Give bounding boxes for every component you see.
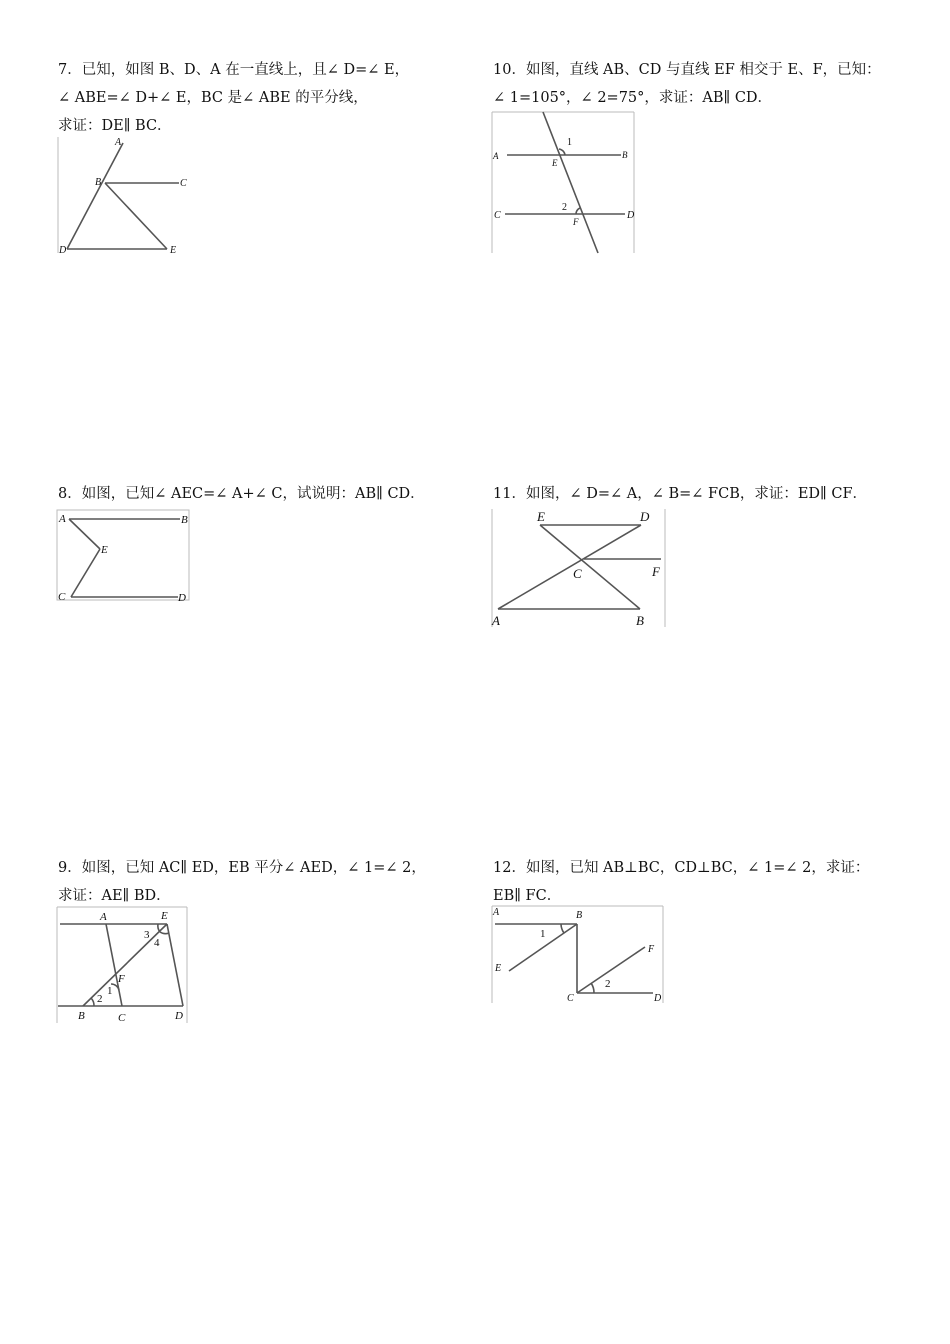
problem-12-line-1: 12．如图，已知 AB⊥BC，CD⊥BC，∠ 1=∠ 2，求证： [493, 860, 870, 876]
problem-10 [493, 56, 881, 112]
label-a: A [100, 911, 107, 923]
problem-11-line-1: 11．如图，∠ D=∠ A，∠ B=∠ FCB，求证：ED∥ CF． [493, 486, 868, 502]
problem-12-line-2: EB∥ FC． [493, 888, 562, 904]
label-f: F [648, 944, 655, 955]
angle-2-arc [91, 998, 94, 1006]
problem-7 [58, 56, 409, 140]
line-ed [167, 924, 183, 1006]
angle-1-label: 1 [540, 928, 546, 940]
problem-7-line-3: 求证：DE∥ BC． [58, 118, 172, 134]
problem-7-line-2: ∠ ABE=∠ D+∠ E，BC 是∠ ABE 的平分线， [58, 90, 368, 106]
problem-7-figure [57, 136, 189, 254]
label-e: E [552, 158, 558, 168]
problem-9-figure [56, 906, 190, 1024]
label-a: A [492, 613, 500, 628]
label-e: E [537, 509, 545, 524]
line-da [67, 143, 123, 249]
angle-2-label: 2 [562, 202, 567, 213]
label-b: B [78, 1010, 85, 1022]
label-f: F [573, 217, 579, 227]
label-b: B [576, 910, 583, 921]
problem-8 [58, 480, 425, 508]
label-d: D [178, 592, 186, 602]
line-ae [69, 519, 100, 549]
line-eb [540, 525, 640, 609]
problem-9 [58, 854, 426, 910]
label-c: C [494, 210, 501, 221]
label-b: B [636, 613, 644, 628]
problem-8-line-1: 8．如图，已知∠ AEC=∠ A+∠ C，试说明：AB∥ CD． [58, 486, 425, 502]
angle-4-label: 4 [154, 937, 160, 949]
problem-9-line-2: 求证：AE∥ BD． [58, 888, 171, 904]
label-c: C [118, 1012, 126, 1024]
line-cf [577, 947, 645, 993]
problem-9-line-1: 9．如图，已知 AC∥ ED，EB 平分∠ AED，∠ 1=∠ 2， [58, 860, 426, 876]
problem-10-figure [491, 111, 636, 254]
problem-11-figure [491, 508, 667, 628]
problem-7-line-1: 7．已知，如图 B、D、A 在一直线上，且∠ D=∠ E， [58, 62, 410, 78]
label-c: C [573, 566, 582, 581]
label-a: A [115, 137, 122, 148]
line-be [105, 183, 167, 249]
label-d: D [175, 1010, 183, 1022]
label-c: C [58, 591, 66, 602]
line-ef [543, 112, 598, 253]
label-d: D [654, 993, 662, 1004]
label-e: E [170, 245, 177, 254]
problem-8-figure [56, 509, 191, 602]
angle-1-label: 1 [107, 985, 113, 997]
angle-2-label: 2 [97, 993, 103, 1005]
label-a: A [493, 907, 500, 918]
angle-1-label: 1 [567, 137, 572, 148]
angle-1-arc [561, 924, 564, 933]
label-a: A [493, 151, 499, 161]
label-f: F [118, 973, 125, 985]
label-e: E [101, 544, 108, 556]
angle-4-arc [160, 932, 169, 934]
label-c: C [180, 178, 187, 189]
problem-12 [493, 854, 869, 910]
angle-2-arc [591, 983, 594, 993]
label-d: D [59, 245, 67, 254]
label-b: B [622, 150, 628, 160]
label-d: D [640, 509, 650, 524]
label-e: E [495, 963, 502, 974]
label-b: B [181, 514, 188, 526]
problem-11 [493, 480, 867, 508]
line-ec [71, 549, 100, 597]
angle-34-arc [158, 924, 160, 932]
label-a: A [59, 513, 66, 525]
problem-10-line-2: ∠ 1=105°，∠ 2=75°，求证：AB∥ CD． [493, 90, 773, 106]
problem-12-figure [491, 905, 666, 1005]
problem-10-line-1: 10．如图，直线 AB、CD 与直线 EF 相交于 E、F，已知： [493, 62, 881, 78]
label-c: C [567, 993, 574, 1004]
angle-3-label: 3 [144, 929, 150, 941]
angle-2-label: 2 [605, 978, 611, 990]
line-da [498, 525, 641, 609]
label-d: D [627, 210, 635, 221]
label-f: F [652, 564, 660, 579]
angle-2-arc [576, 208, 580, 214]
label-b: B [95, 177, 102, 188]
label-e: E [161, 910, 168, 922]
